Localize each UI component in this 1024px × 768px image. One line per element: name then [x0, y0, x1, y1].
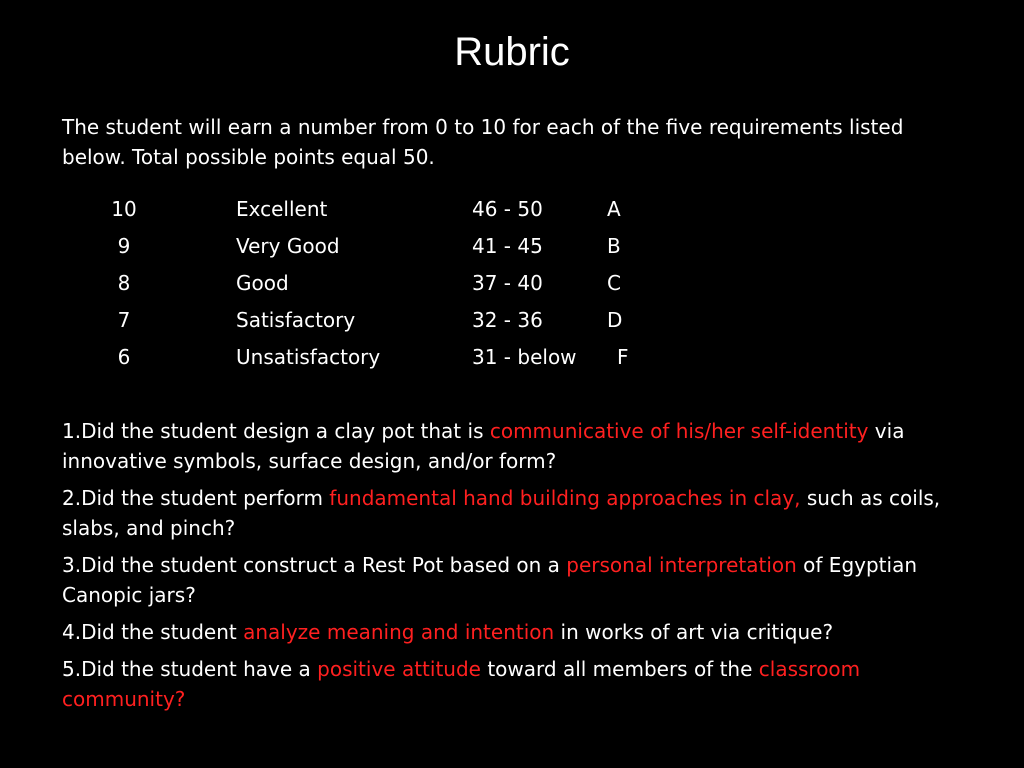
grade-letter: D	[607, 308, 623, 332]
grade-scale-table	[62, 194, 762, 379]
requirement-text: in works of art via critique?	[554, 620, 834, 644]
requirement-text: 3.Did the student construct a Rest Pot based on a	[62, 553, 567, 577]
grade-row	[62, 342, 762, 379]
grade-row	[62, 268, 762, 305]
requirement-text: such as coils, slabs, and pinch?	[62, 486, 941, 540]
requirement-highlight: fundamental hand building approaches in clay,	[329, 486, 801, 510]
grade-score: 6	[117, 345, 131, 369]
requirement-item	[62, 654, 962, 714]
grade-row	[62, 231, 762, 268]
grade-description: Excellent	[236, 197, 328, 221]
grade-score: 9	[117, 234, 131, 258]
requirement-item	[62, 416, 962, 476]
requirements-list	[62, 416, 962, 721]
requirement-item	[62, 483, 962, 543]
grade-range: 32 - 36	[472, 308, 543, 332]
grade-description: Very Good	[236, 234, 340, 258]
requirement-text: via innovative symbols, surface design, and/or form?	[62, 419, 905, 473]
slide-title: Rubric	[454, 30, 570, 74]
requirement-text: of Egyptian Canopic jars?	[62, 553, 917, 607]
grade-range: 46 - 50	[472, 197, 543, 221]
grade-description: Good	[236, 271, 289, 295]
requirement-item	[62, 550, 962, 610]
requirement-item	[62, 617, 962, 647]
requirement-text: 5.Did the student have a	[62, 657, 318, 681]
requirement-highlight: communicative of his/her self-identity	[489, 419, 869, 443]
requirement-text: 2.Did the student perform	[62, 486, 330, 510]
grade-letter: F	[617, 345, 629, 369]
requirement-highlight: classroom community?	[62, 657, 861, 711]
grade-score: 10	[111, 197, 137, 221]
requirement-highlight: analyze meaning and intention	[243, 620, 555, 644]
intro-text: The student will earn a number from 0 to 10 for each of the five requirements listed below. Total possible points equal 50.	[62, 115, 904, 169]
grade-score: 8	[117, 271, 131, 295]
grade-description: Unsatisfactory	[236, 345, 381, 369]
requirement-text: 4.Did the student	[62, 620, 244, 644]
grade-letter: C	[607, 271, 621, 295]
grade-range: 31 - below	[472, 345, 577, 369]
requirement-text: toward all members of the	[480, 657, 759, 681]
grade-row	[62, 194, 762, 231]
grade-description: Satisfactory	[236, 308, 356, 332]
requirement-highlight: positive attitude	[317, 657, 481, 681]
grade-letter: A	[607, 197, 621, 221]
grade-score: 7	[117, 308, 131, 332]
grade-range: 37 - 40	[472, 271, 543, 295]
requirement-text: 1.Did the student design a clay pot that is	[62, 419, 490, 443]
requirement-highlight: personal interpretation	[566, 553, 797, 577]
grade-range: 41 - 45	[472, 234, 543, 258]
grade-letter: B	[607, 234, 621, 258]
grade-row	[62, 305, 762, 342]
